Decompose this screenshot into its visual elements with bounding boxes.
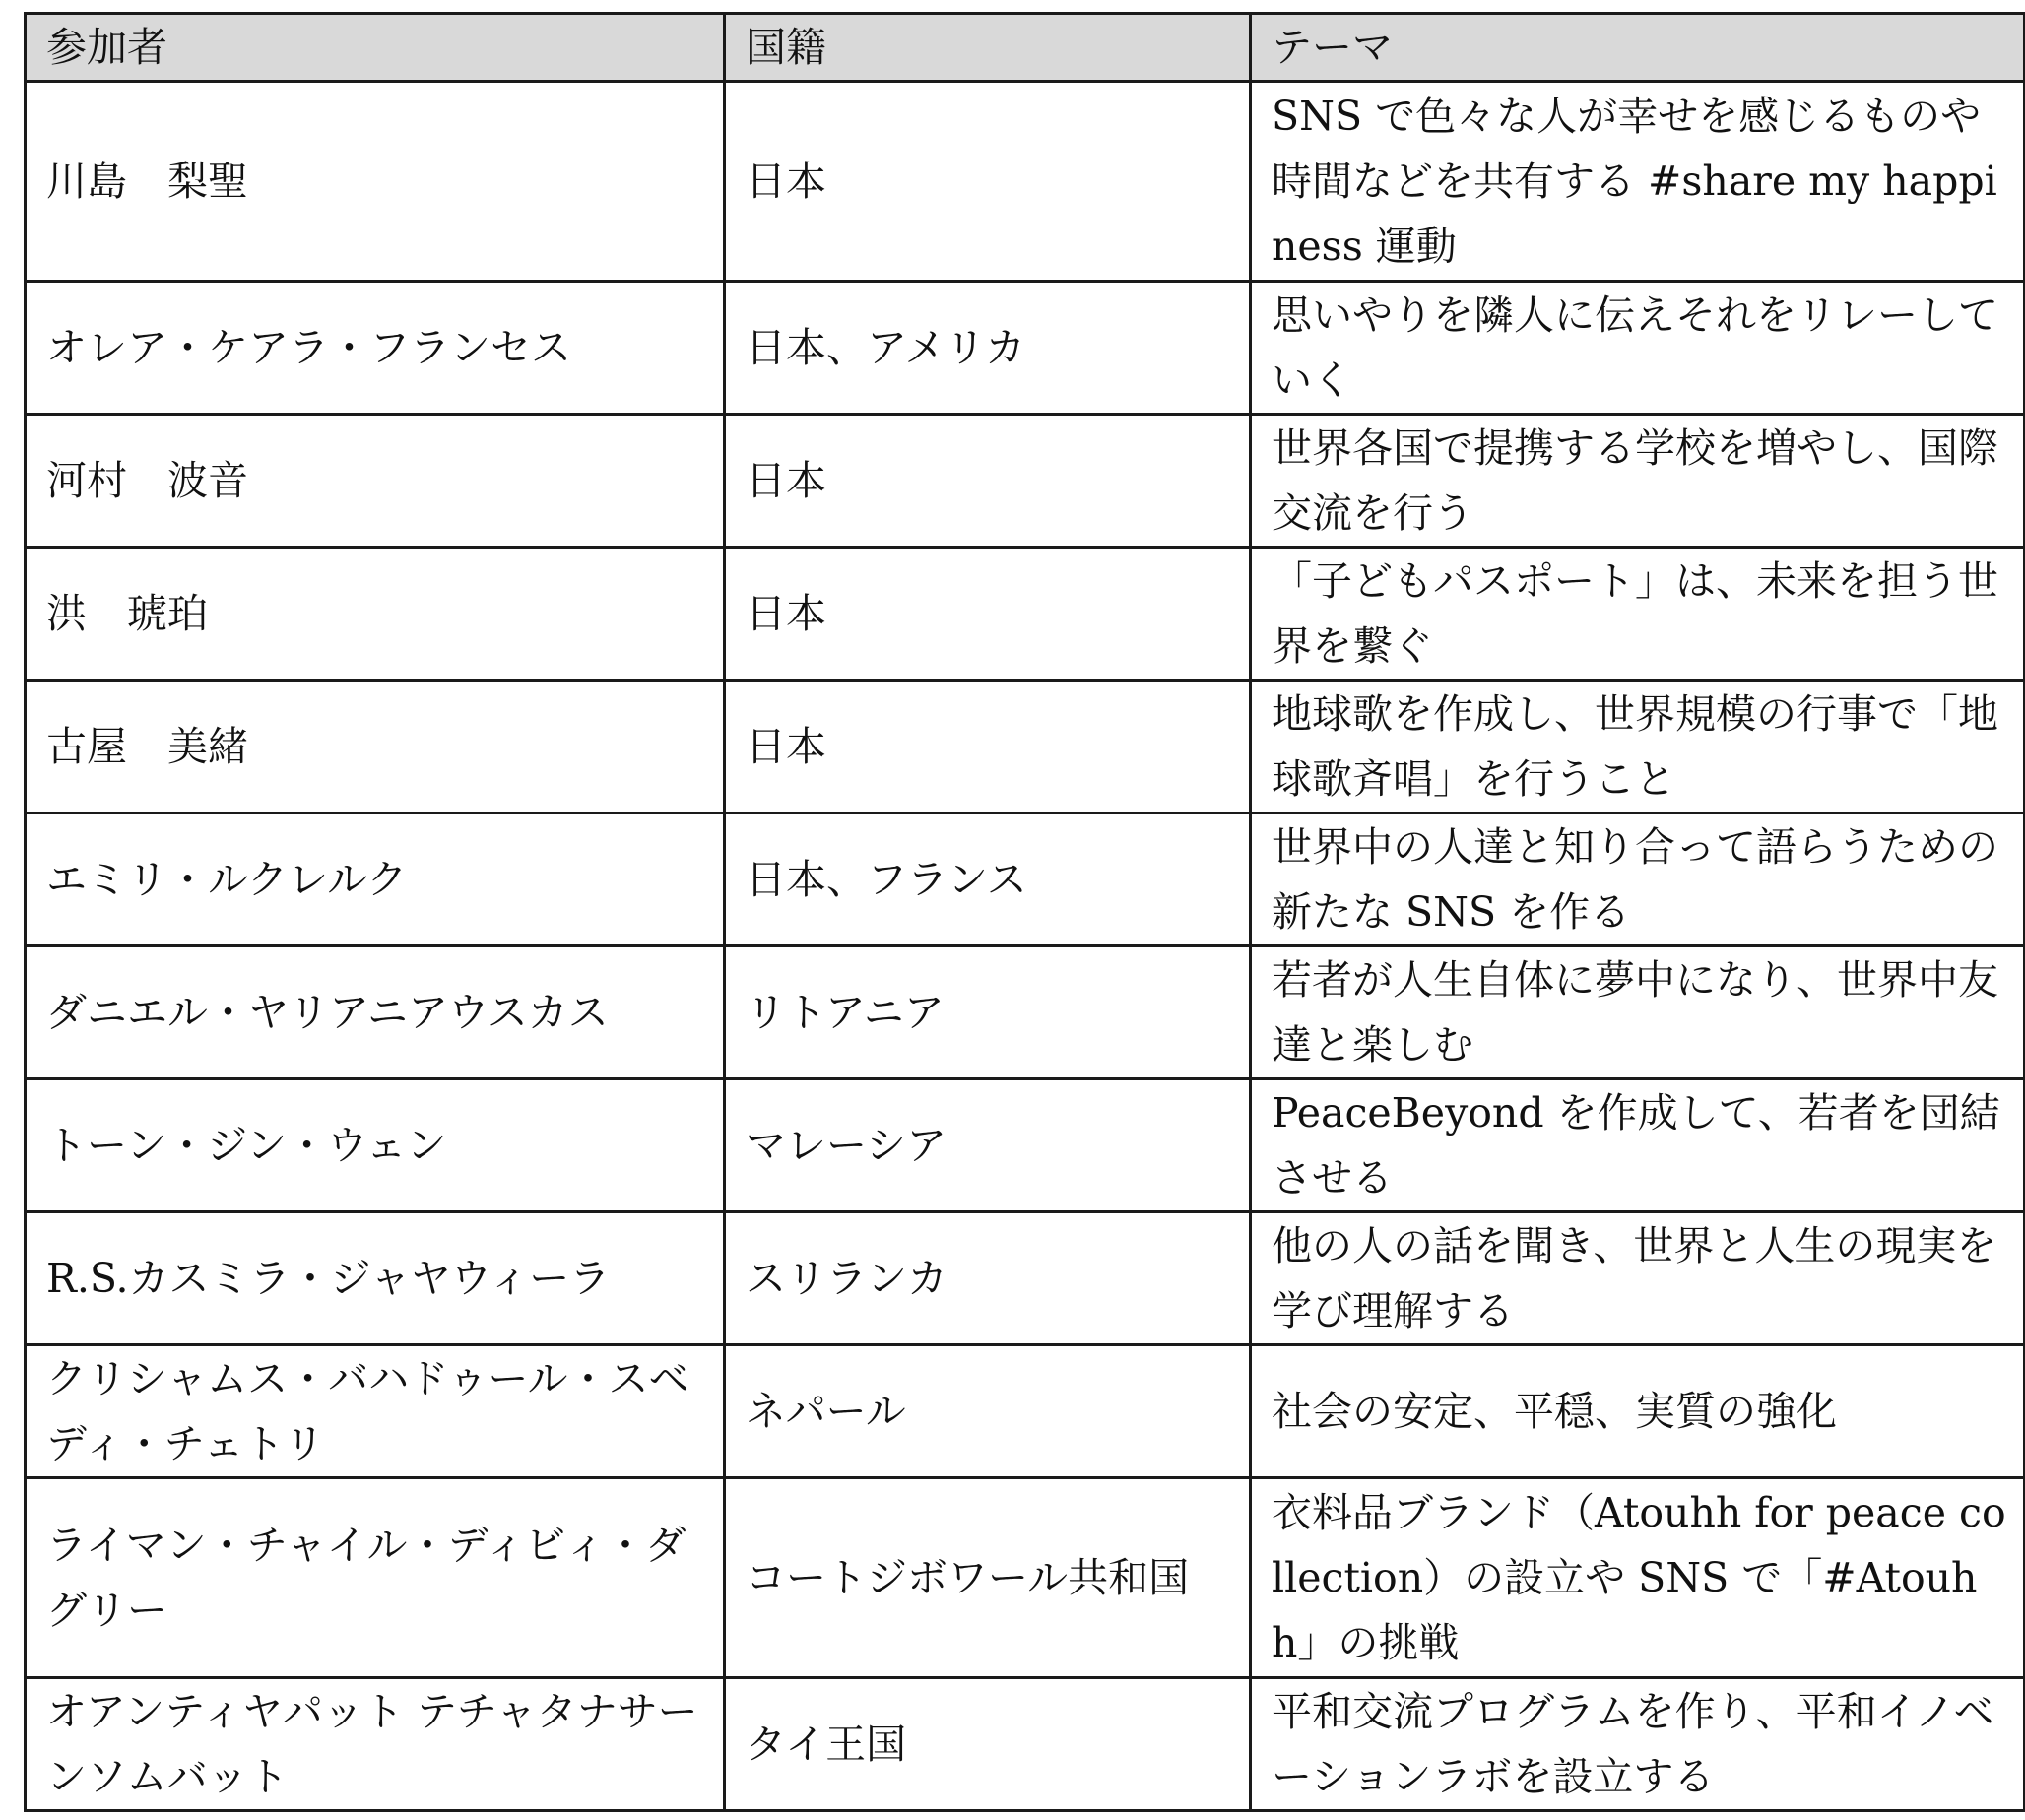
table-row	[26, 1345, 2025, 1478]
table-row	[26, 1678, 2025, 1811]
participant-cell: ダニエル・ヤリアニアウスカス	[26, 946, 725, 1079]
theme-cell: 他の人の話を聞き、世界と人生の現実を学び理解する	[1251, 1212, 2025, 1345]
header-theme: テーマ	[1251, 14, 2025, 82]
nationality-cell: マレーシア	[725, 1079, 1251, 1212]
participants-table	[24, 12, 2025, 1812]
participant-cell: 川島 梨聖	[26, 82, 725, 282]
nationality-cell: ネパール	[725, 1345, 1251, 1478]
theme-cell: 世界各国で提携する学校を増やし、国際交流を行う	[1251, 415, 2025, 548]
table-row	[26, 813, 2025, 946]
participant-cell: 洪 琥珀	[26, 548, 725, 681]
participant-cell: トーン・ジン・ウェン	[26, 1079, 725, 1212]
theme-cell: 社会の安定、平穏、実質の強化	[1251, 1345, 2025, 1478]
table-row	[26, 1079, 2025, 1212]
participant-cell: R.S.カスミラ・ジャヤウィーラ	[26, 1212, 725, 1345]
participant-cell: クリシャムス・バハドゥール・スベディ・チェトリ	[26, 1345, 725, 1478]
table-row	[26, 415, 2025, 548]
participant-cell: 古屋 美緒	[26, 681, 725, 813]
nationality-cell: タイ王国	[725, 1678, 1251, 1811]
table-row	[26, 282, 2025, 415]
participant-cell: 河村 波音	[26, 415, 725, 548]
table-header-row	[26, 14, 2025, 82]
table-row	[26, 82, 2025, 282]
theme-cell: 「子どもパスポート」は、未来を担う世界を繋ぐ	[1251, 548, 2025, 681]
theme-cell: 世界中の人達と知り合って語らうための新たな SNS を作る	[1251, 813, 2025, 946]
theme-cell: 思いやりを隣人に伝えそれをリレーしていく	[1251, 282, 2025, 415]
theme-cell: 若者が人生自体に夢中になり、世界中友達と楽しむ	[1251, 946, 2025, 1079]
header-participant: 参加者	[26, 14, 725, 82]
nationality-cell: リトアニア	[725, 946, 1251, 1079]
nationality-cell: 日本	[725, 548, 1251, 681]
participant-cell: ライマン・チャイル・ディビィ・ダグリー	[26, 1478, 725, 1678]
theme-cell: SNS で色々な人が幸せを感じるものや時間などを共有する #share my happiness 運動	[1251, 82, 2025, 282]
table-row	[26, 1478, 2025, 1678]
participant-cell: オアンティヤパット テチャタナサーンソムバット	[26, 1678, 725, 1811]
theme-cell: 平和交流プログラムを作り、平和イノベーションラボを設立する	[1251, 1678, 2025, 1811]
participant-cell: オレア・ケアラ・フランセス	[26, 282, 725, 415]
nationality-cell: 日本	[725, 415, 1251, 548]
nationality-cell: 日本	[725, 82, 1251, 282]
nationality-cell: スリランカ	[725, 1212, 1251, 1345]
nationality-cell: コートジボワール共和国	[725, 1478, 1251, 1678]
theme-cell: PeaceBeyond を作成して、若者を団結させる	[1251, 1079, 2025, 1212]
nationality-cell: 日本、アメリカ	[725, 282, 1251, 415]
table-row	[26, 548, 2025, 681]
nationality-cell: 日本	[725, 681, 1251, 813]
table-row	[26, 681, 2025, 813]
theme-cell: 衣料品ブランド（Atouhh for peace collection）の設立や SNS で「#Atouhh」の挑戦	[1251, 1478, 2025, 1678]
table-row	[26, 946, 2025, 1079]
nationality-cell: 日本、フランス	[725, 813, 1251, 946]
header-nationality: 国籍	[725, 14, 1251, 82]
theme-cell: 地球歌を作成し、世界規模の行事で「地球歌斉唱」を行うこと	[1251, 681, 2025, 813]
table-row	[26, 1212, 2025, 1345]
participant-cell: エミリ・ルクレルク	[26, 813, 725, 946]
